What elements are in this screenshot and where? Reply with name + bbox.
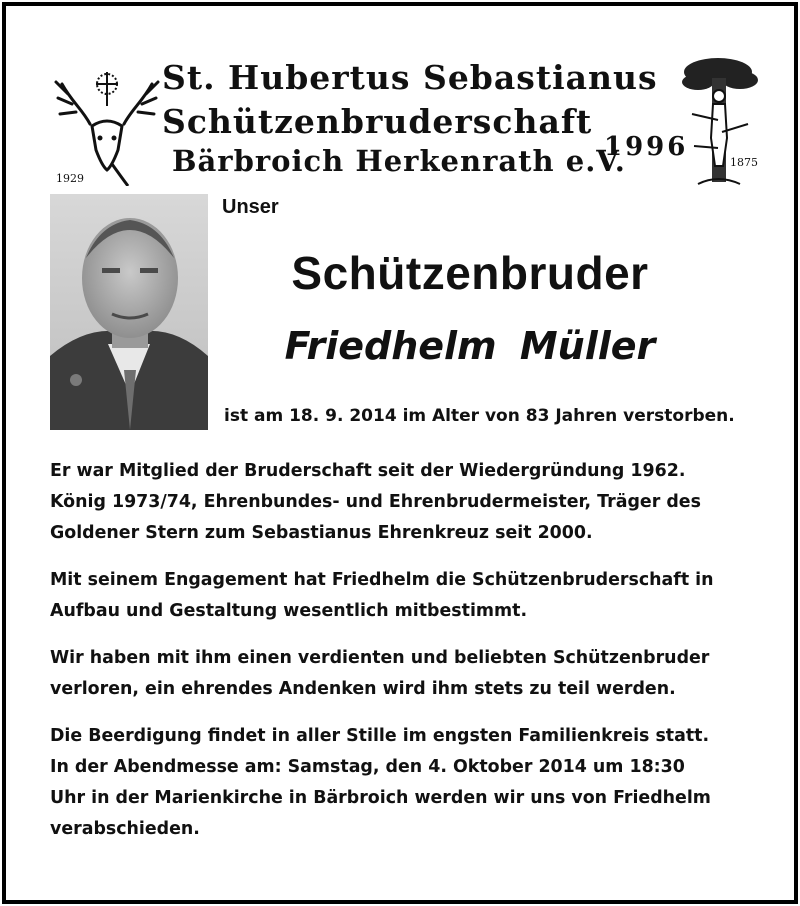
saint-sebastian-tree-icon	[678, 54, 764, 190]
text-line: Wir haben mit ihm einen verdienten und beliebten Schützenbruder	[50, 648, 710, 668]
text-line: Aufbau und Gestaltung wesentlich mitbestimmt.	[50, 601, 528, 621]
founding-year-left: 1929	[56, 172, 84, 185]
death-notice-line: ist am 18. 9. 2014 im Alter von 83 Jahren verstorben.	[224, 406, 735, 426]
text-line: In der Abendmesse am: Samstag, den 4. Oktober 2014 um 18:30	[50, 757, 685, 777]
text-line: verabschieden.	[50, 819, 200, 839]
text-line: König 1973/74, Ehrenbundes- und Ehrenbrudermeister, Träger des	[50, 492, 701, 512]
header-line-3: Bärbroich Herkenrath e.V.	[172, 144, 626, 178]
refounding-year: 1996	[604, 132, 689, 162]
text-line: verloren, ein ehrendes Andenken wird ihm stets zu teil werden.	[50, 679, 676, 699]
portrait-photo	[50, 194, 208, 430]
intro-word: Unser	[222, 196, 279, 218]
paragraph-membership	[50, 456, 790, 549]
text-line: Uhr in der Marienkirche in Bärbroich werden wir uns von Friedhelm	[50, 788, 711, 808]
founding-year-right: 1875	[730, 156, 758, 169]
text-line: Mit seinem Engagement hat Friedhelm die Schützenbruderschaft in	[50, 570, 714, 590]
header-line-1: St. Hubertus Sebastianus	[162, 58, 658, 97]
paragraph-funeral	[50, 721, 790, 845]
header-line-2: Schützenbruderschaft	[162, 102, 593, 141]
obituary-body	[50, 456, 790, 861]
deceased-name: Friedhelm Müller	[284, 324, 656, 368]
text-line: Goldener Stern zum Sebastianus Ehrenkreuz seit 2000.	[50, 523, 593, 543]
stag-with-cross-icon	[52, 54, 162, 186]
text-line: Er war Mitglied der Bruderschaft seit der Wiedergründung 1962.	[50, 461, 686, 481]
deceased-role-title: Schützenbruder	[291, 247, 649, 299]
header	[6, 6, 794, 186]
paragraph-remembrance	[50, 643, 790, 705]
obituary-frame	[2, 2, 798, 904]
text-line: Die Beerdigung findet in aller Stille im engsten Familienkreis statt.	[50, 726, 710, 746]
paragraph-engagement	[50, 565, 790, 627]
